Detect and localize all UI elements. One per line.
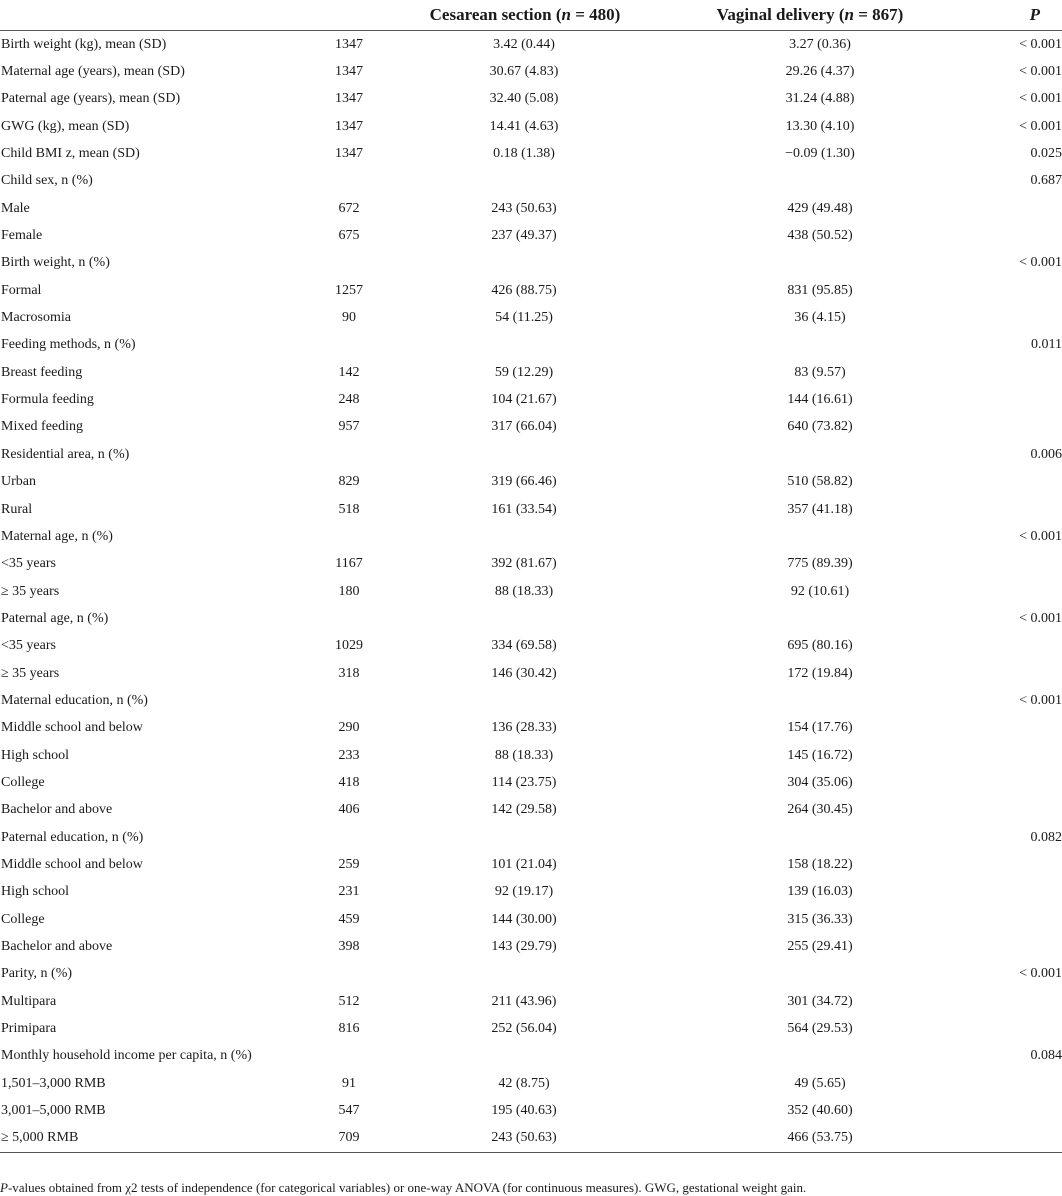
row-total-n-text: 1257 [335, 282, 363, 298]
row-p-value [960, 1015, 1062, 1042]
row-label: College [1, 774, 45, 790]
row-vaginal-value [660, 824, 960, 851]
row-total-n-text: 1167 [335, 556, 363, 572]
table-row [0, 359, 1062, 386]
row-total-n-text: 1347 [335, 91, 363, 107]
row-vaginal-value: 640 (73.82) [787, 419, 853, 435]
row-p-value: 0.025 [1030, 146, 1062, 162]
row-label: Bachelor and above [1, 802, 113, 818]
row-total-n [330, 386, 390, 413]
row-p-value: < 0.001 [1019, 966, 1062, 982]
row-p-value [960, 304, 1062, 331]
row-p-value [960, 1070, 1062, 1097]
row-label: Middle school and below [1, 720, 143, 736]
row-total-n [330, 523, 390, 550]
row-total-n [330, 715, 390, 742]
row-p-value [960, 469, 1062, 496]
row-cesarean-value: 101 (21.04) [491, 856, 557, 872]
table-row [0, 496, 1062, 523]
row-vaginal-value: 357 (41.18) [787, 501, 853, 517]
table-row [0, 879, 1062, 906]
row-p-value: < 0.001 [1019, 118, 1062, 134]
table-row [0, 906, 1062, 933]
row-total-n [330, 742, 390, 769]
table-row [0, 277, 1062, 304]
table-row [0, 58, 1062, 85]
row-cesarean-value [390, 250, 660, 277]
row-cesarean-value: 32.40 (5.08) [489, 91, 559, 107]
row-vaginal-value: 3.27 (0.36) [789, 36, 851, 52]
row-p-value: 0.082 [1030, 829, 1062, 845]
row-total-n-text: 1347 [335, 118, 363, 134]
row-p-value [960, 769, 1062, 796]
row-total-n [330, 797, 390, 824]
row-cesarean-value: 92 (19.17) [494, 884, 554, 900]
row-vaginal-value: 154 (17.76) [787, 720, 853, 736]
row-total-n [330, 277, 390, 304]
table-row [0, 551, 1062, 578]
row-total-n-text: 290 [338, 720, 360, 736]
row-p-value [960, 906, 1062, 933]
row-p-value: < 0.001 [1019, 610, 1062, 626]
row-label: Birth weight (kg), mean (SD) [1, 36, 167, 52]
table-row [0, 715, 1062, 742]
row-cesarean-value: 59 (12.29) [494, 364, 554, 380]
table-row [0, 140, 1062, 167]
row-total-n-text: 406 [338, 802, 360, 818]
row-p-value [960, 414, 1062, 441]
table-row [0, 1125, 1062, 1153]
row-cesarean-value [390, 605, 660, 632]
row-label: Formula feeding [1, 392, 94, 408]
row-total-n-text: 518 [338, 501, 360, 517]
row-cesarean-value: 136 (28.33) [491, 720, 557, 736]
row-total-n-text: 512 [338, 993, 360, 1009]
row-total-n [330, 31, 390, 59]
row-total-n-text: 459 [338, 911, 360, 927]
row-cesarean-value: 3.42 (0.44) [493, 36, 555, 52]
table-row [0, 1097, 1062, 1124]
row-vaginal-value: −0.09 (1.30) [785, 146, 855, 162]
row-label: Maternal education, n (%) [1, 692, 148, 708]
row-label: Maternal age, n (%) [1, 528, 113, 544]
row-vaginal-value: 172 (19.84) [787, 665, 853, 681]
table-row [0, 742, 1062, 769]
row-cesarean-value: 146 (30.42) [491, 665, 557, 681]
table-row [0, 469, 1062, 496]
row-total-n [330, 605, 390, 632]
row-p-value: < 0.001 [1019, 91, 1062, 107]
row-p-value [960, 742, 1062, 769]
row-cesarean-value: 143 (29.79) [491, 939, 557, 955]
row-label: Mixed feeding [1, 419, 84, 435]
row-vaginal-value: 429 (49.48) [787, 200, 853, 216]
row-vaginal-value: 255 (29.41) [787, 939, 853, 955]
row-label: Primipara [1, 1021, 57, 1037]
table-row [0, 605, 1062, 632]
row-total-n [330, 195, 390, 222]
row-cesarean-value: 142 (29.58) [491, 802, 557, 818]
row-vaginal-value: 83 (9.57) [794, 364, 846, 380]
row-p-value [960, 195, 1062, 222]
row-p-value: < 0.001 [1019, 528, 1062, 544]
row-vaginal-value: 36 (4.15) [794, 310, 846, 326]
row-label: College [1, 911, 45, 927]
row-total-n-text: 816 [338, 1021, 360, 1037]
row-total-n [330, 687, 390, 714]
row-total-n [330, 879, 390, 906]
row-total-n [330, 304, 390, 331]
row-total-n [330, 633, 390, 660]
row-vaginal-value [660, 441, 960, 468]
row-cesarean-value: 243 (50.63) [390, 1125, 660, 1153]
row-vaginal-value [660, 250, 960, 277]
row-cesarean-value: 144 (30.00) [491, 911, 557, 927]
row-p-value [960, 386, 1062, 413]
row-label: High school [1, 884, 70, 900]
row-vaginal-value [660, 332, 960, 359]
table-header [0, 0, 1062, 31]
table-row [0, 988, 1062, 1015]
row-vaginal-value: 564 (29.53) [787, 1021, 853, 1037]
header-cesarean-count: = 480) [571, 5, 621, 24]
table-row [0, 933, 1062, 960]
row-p-value: < 0.001 [1019, 692, 1062, 708]
table-row [0, 31, 1062, 59]
table-row [0, 304, 1062, 331]
table-row [0, 441, 1062, 468]
row-p-value: 0.006 [1030, 446, 1062, 462]
row-cesarean-value [390, 1043, 660, 1070]
row-cesarean-value: 252 (56.04) [491, 1021, 557, 1037]
table-row [0, 769, 1062, 796]
table-row [0, 414, 1062, 441]
row-label: Breast feeding [1, 364, 83, 380]
header-vaginal-count: = 867) [853, 5, 904, 24]
row-label: <35 years [1, 638, 56, 654]
table-row [0, 386, 1062, 413]
row-p-value [960, 277, 1062, 304]
row-label: ≥ 5,000 RMB [0, 1125, 330, 1153]
row-vaginal-value: 438 (50.52) [787, 228, 853, 244]
row-vaginal-value: 466 (53.75) [660, 1125, 960, 1153]
row-label: High school [1, 747, 70, 763]
row-total-n-text: 418 [338, 774, 360, 790]
table-body [0, 31, 1062, 1153]
row-total-n-text: 672 [338, 200, 360, 216]
row-cesarean-value: 114 (23.75) [491, 774, 557, 790]
row-total-n [330, 1097, 390, 1124]
row-total-n [330, 1070, 390, 1097]
row-total-n [330, 961, 390, 988]
row-label: Parity, n (%) [1, 966, 73, 982]
row-p-value: 0.687 [1030, 173, 1062, 189]
row-vaginal-value [660, 687, 960, 714]
row-p-value: 0.011 [1031, 337, 1062, 353]
header-cesarean-n-symbol: n [561, 5, 571, 24]
row-total-n-text: 1347 [335, 64, 363, 80]
row-total-n-text: 675 [338, 228, 360, 244]
row-label: Monthly household income per capita, n (%) [1, 1048, 252, 1064]
row-total-n [330, 86, 390, 113]
row-cesarean-value: 14.41 (4.63) [489, 118, 559, 134]
row-vaginal-value: 510 (58.82) [787, 474, 853, 490]
row-vaginal-value: 139 (16.03) [787, 884, 853, 900]
row-total-n-text: 318 [338, 665, 360, 681]
table-row [0, 578, 1062, 605]
row-vaginal-value: 92 (10.61) [790, 583, 850, 599]
table-row [0, 851, 1062, 878]
row-label: Macrosomia [1, 310, 71, 326]
row-cesarean-value: 237 (49.37) [491, 228, 557, 244]
header-variable [0, 0, 330, 31]
row-p-value [960, 797, 1062, 824]
row-vaginal-value: 352 (40.60) [787, 1103, 853, 1119]
row-cesarean-value: 426 (88.75) [491, 282, 557, 298]
row-p-value [960, 879, 1062, 906]
row-p-value: < 0.001 [1019, 64, 1062, 80]
row-vaginal-value: 49 (5.65) [794, 1075, 846, 1091]
row-label: Birth weight, n (%) [1, 255, 110, 271]
row-p-value [960, 851, 1062, 878]
row-total-n-text: 91 [342, 1075, 356, 1091]
row-total-n [330, 551, 390, 578]
row-cesarean-value: 54 (11.25) [495, 310, 553, 326]
table-row [0, 797, 1062, 824]
table-row [0, 961, 1062, 988]
row-total-n-text: 233 [338, 747, 360, 763]
row-vaginal-value: 29.26 (4.37) [785, 64, 855, 80]
row-p-value: < 0.001 [1019, 36, 1062, 52]
row-total-n-text: 957 [338, 419, 360, 435]
row-total-n [330, 851, 390, 878]
row-total-n-text: 547 [338, 1103, 360, 1119]
row-vaginal-value: 315 (36.33) [787, 911, 853, 927]
row-label: Female [1, 228, 43, 244]
row-vaginal-value: 158 (18.22) [787, 856, 853, 872]
row-vaginal-value: 775 (89.39) [787, 556, 853, 572]
row-p-value [960, 551, 1062, 578]
header-p-value: P [960, 0, 1062, 31]
row-total-n-text: 709 [338, 1130, 360, 1146]
row-label: 3,001–5,000 RMB [1, 1103, 106, 1119]
row-label: Paternal age (years), mean (SD) [1, 91, 181, 107]
row-vaginal-value: 831 (95.85) [787, 282, 853, 298]
row-p-value: < 0.001 [1019, 255, 1062, 271]
table-row [0, 1043, 1062, 1070]
header-vaginal-n-symbol: n [844, 5, 854, 24]
row-p-value [960, 1125, 1062, 1153]
row-vaginal-value: 13.30 (4.10) [785, 118, 855, 134]
row-total-n-text: 1347 [335, 146, 363, 162]
row-cesarean-value: 104 (21.67) [491, 392, 557, 408]
row-total-n-text: 231 [338, 884, 360, 900]
row-cesarean-value: 319 (66.46) [491, 474, 557, 490]
row-vaginal-value: 301 (34.72) [787, 993, 853, 1009]
row-label: Urban [1, 474, 36, 490]
row-cesarean-value: 243 (50.63) [491, 200, 557, 216]
row-total-n [330, 578, 390, 605]
table-row [0, 332, 1062, 359]
row-total-n-text: 259 [338, 856, 360, 872]
row-cesarean-value: 161 (33.54) [491, 501, 557, 517]
table-row [0, 250, 1062, 277]
row-cesarean-value: 211 (43.96) [491, 993, 557, 1009]
row-vaginal-value [660, 168, 960, 195]
row-cesarean-value: 392 (81.67) [491, 556, 557, 572]
row-vaginal-value: 304 (35.06) [787, 774, 853, 790]
row-label: ≥ 35 years [1, 665, 60, 681]
row-p-value [960, 1097, 1062, 1124]
row-total-n [330, 496, 390, 523]
row-total-n [330, 359, 390, 386]
row-cesarean-value [390, 441, 660, 468]
row-label: ≥ 35 years [1, 583, 60, 599]
table-row [0, 633, 1062, 660]
row-label: Child BMI z, mean (SD) [1, 146, 140, 162]
row-p-value: 0.084 [1030, 1048, 1062, 1064]
row-cesarean-value: 195 (40.63) [491, 1103, 557, 1119]
row-cesarean-value: 0.18 (1.38) [493, 146, 555, 162]
table-row [0, 168, 1062, 195]
row-total-n [330, 113, 390, 140]
row-vaginal-value: 144 (16.61) [787, 392, 853, 408]
header-total-n [330, 0, 390, 31]
row-total-n [330, 250, 390, 277]
table-row [0, 195, 1062, 222]
row-total-n-text: 829 [338, 474, 360, 490]
row-total-n-text: 1347 [335, 36, 363, 52]
row-p-value [960, 578, 1062, 605]
row-total-n-text: 142 [338, 364, 360, 380]
footnote-text: -values obtained from χ2 tests of independence (for categorical variables) or one-way ANOVA (for continuous measures). GWG, gestational weight gain. [7, 1180, 807, 1195]
row-p-value [960, 633, 1062, 660]
row-label: Feeding methods, n (%) [1, 337, 136, 353]
row-total-n [330, 1125, 390, 1153]
footnote-p-symbol: P [0, 1180, 8, 1195]
row-p-value [960, 715, 1062, 742]
row-cesarean-value: 88 (18.33) [494, 583, 554, 599]
row-total-n-text: 90 [342, 310, 356, 326]
row-vaginal-value: 264 (30.45) [787, 802, 853, 818]
row-cesarean-value [390, 332, 660, 359]
row-label: Male [1, 200, 30, 216]
table-row [0, 660, 1062, 687]
row-p-value [960, 359, 1062, 386]
row-total-n [330, 1015, 390, 1042]
row-cesarean-value: 42 (8.75) [498, 1075, 550, 1091]
table-row [0, 824, 1062, 851]
row-vaginal-value: 695 (80.16) [787, 638, 853, 654]
row-total-n [330, 906, 390, 933]
row-cesarean-value [390, 824, 660, 851]
row-label: Middle school and below [1, 856, 143, 872]
row-total-n [330, 469, 390, 496]
row-label: Bachelor and above [1, 939, 113, 955]
row-cesarean-value [390, 168, 660, 195]
row-label: Formal [1, 282, 42, 298]
row-label: Multipara [1, 993, 57, 1009]
row-label: 1,501–3,000 RMB [1, 1075, 106, 1091]
table-row [0, 523, 1062, 550]
row-total-n-text: 398 [338, 939, 360, 955]
row-label: Paternal education, n (%) [1, 829, 144, 845]
row-label: Residential area, n (%) [1, 446, 130, 462]
row-p-value [960, 933, 1062, 960]
table-row [0, 1015, 1062, 1042]
row-label: Maternal age (years), mean (SD) [1, 64, 185, 80]
row-cesarean-value: 334 (69.58) [491, 638, 557, 654]
row-vaginal-value [660, 961, 960, 988]
row-total-n-text: 1029 [335, 638, 363, 654]
row-vaginal-value [660, 523, 960, 550]
table-row [0, 222, 1062, 249]
row-label: Child sex, n (%) [1, 173, 93, 189]
row-cesarean-value: 88 (18.33) [494, 747, 554, 763]
table-row [0, 113, 1062, 140]
row-total-n [330, 769, 390, 796]
row-total-n [330, 222, 390, 249]
row-p-value [960, 660, 1062, 687]
table-footnote [0, 1180, 806, 1196]
row-total-n [330, 140, 390, 167]
row-label: GWG (kg), mean (SD) [1, 118, 130, 134]
row-p-value [960, 222, 1062, 249]
row-vaginal-value: 31.24 (4.88) [785, 91, 855, 107]
row-label: Paternal age, n (%) [1, 610, 109, 626]
row-total-n-text: 180 [338, 583, 360, 599]
table-row [0, 1070, 1062, 1097]
row-cesarean-value [390, 961, 660, 988]
row-total-n-text: 248 [338, 392, 360, 408]
row-p-value [960, 988, 1062, 1015]
row-total-n [330, 441, 390, 468]
header-cesarean-label: Cesarean section ( [429, 5, 562, 24]
row-total-n [330, 824, 390, 851]
row-cesarean-value [390, 687, 660, 714]
row-vaginal-value [660, 605, 960, 632]
row-total-n [330, 168, 390, 195]
row-label: <35 years [1, 556, 56, 572]
header-vaginal [660, 0, 960, 31]
header-vaginal-label: Vaginal delivery ( [716, 5, 845, 24]
row-total-n [330, 933, 390, 960]
row-vaginal-value: 145 (16.72) [787, 747, 853, 763]
table-row [0, 86, 1062, 113]
header-cesarean [390, 0, 660, 31]
row-total-n [330, 414, 390, 441]
row-total-n [330, 58, 390, 85]
row-vaginal-value [660, 1043, 960, 1070]
row-p-value [960, 496, 1062, 523]
row-total-n [330, 332, 390, 359]
row-total-n [330, 988, 390, 1015]
row-label: Rural [1, 501, 33, 517]
table-row [0, 687, 1062, 714]
row-total-n [330, 660, 390, 687]
row-cesarean-value [390, 523, 660, 550]
row-total-n [330, 1043, 390, 1070]
row-cesarean-value: 30.67 (4.83) [489, 64, 559, 80]
row-cesarean-value: 317 (66.04) [491, 419, 557, 435]
